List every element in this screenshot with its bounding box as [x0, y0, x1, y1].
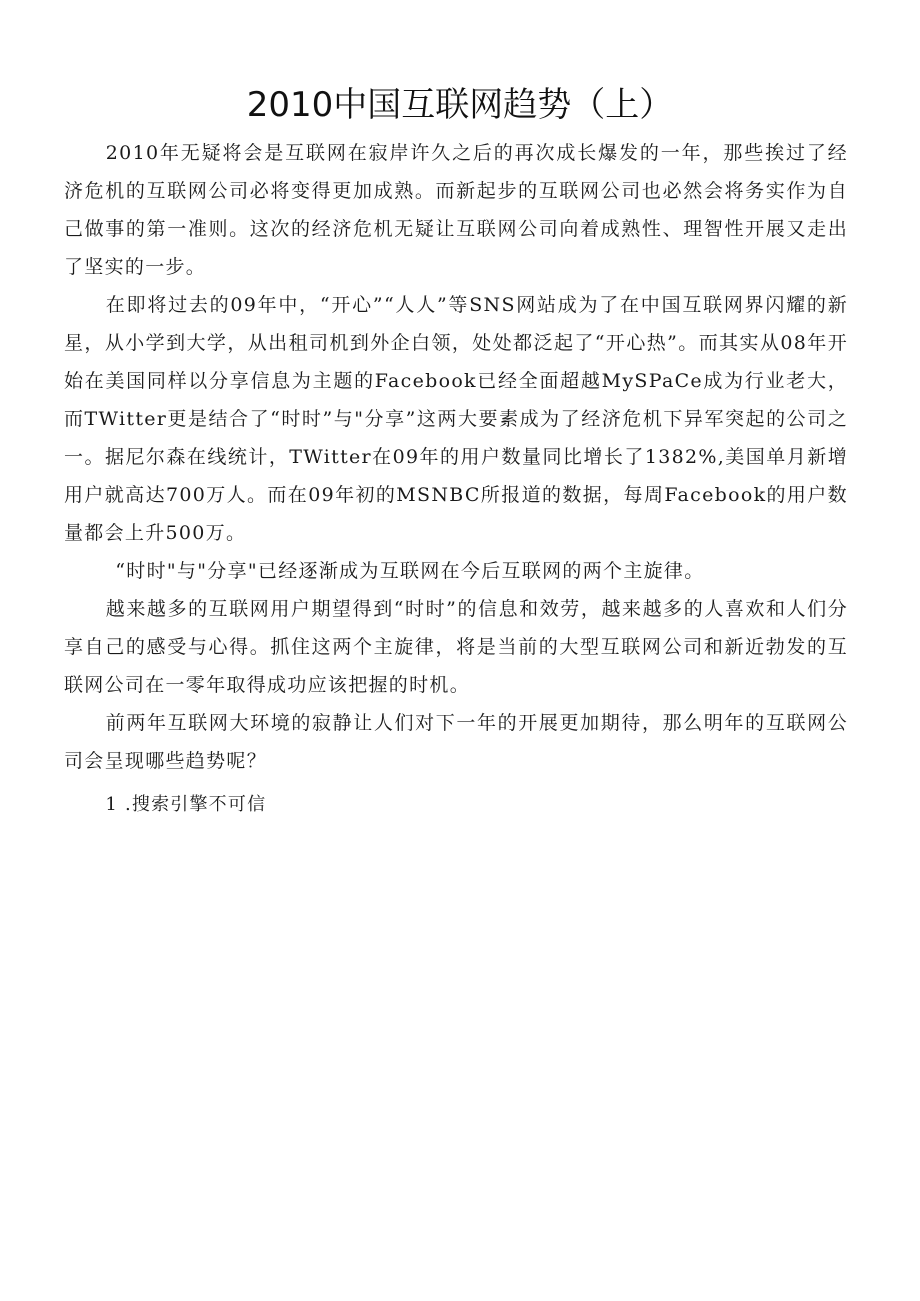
paragraph-4: 越来越多的互联网用户期望得到“时时”的信息和效劳，越来越多的人喜欢和人们分享自己的感受与心得。抓住这两个主旋律，将是当前的大型互联网公司和新近勃发的互联网公司在一零年取得成功应该把握的时机。: [64, 598, 848, 696]
document-title: 2010中国互联网趋势（上）: [246, 85, 674, 125]
list-item-1: 1 .搜索引擎不可信: [105, 794, 267, 815]
paragraph-5: 前两年互联网大环境的寂静让人们对下一年的开展更加期待，那么明年的互联网公司会呈现哪些趋势呢？: [64, 712, 848, 772]
paragraph-2: 在即将过去的09年中，“开心”“人人”等SNS网站成为了在中国互联网界闪耀的新星，从小学到大学，从出租司机到外企白领，处处都泛起了“开心热”。而其实从08年开始在美国同样以分享信息为主题的Facebook已经全面超越MySPaCe成为行业老大，而TWitter更是结合了“时时”与"分享”这两大要素成为了经济危机下异军突起的公司之一。据尼尔森在线统计，TWitter在09年的用户数量同比增长了1382%,美国单月新增用户就高达700万人。而在09年初的MSNBC所报道的数据，每周Facebook的用户数量都会上升500万。: [64, 294, 848, 544]
paragraph-3: “时时"与"分享"已经逐渐成为互联网在今后互联网的两个主旋律。: [115, 560, 705, 582]
paragraph-1: 2010年无疑将会是互联网在寂岸许久之后的再次成长爆发的一年，那些挨过了经济危机的互联网公司必将变得更加成熟。而新起步的互联网公司也必然会将务实作为自己做事的第一准则。这次的经济危机无疑让互联网公司向着成熟性、理智性开展又走出了坚实的一步。: [64, 142, 848, 278]
document-body: [64, 134, 848, 824]
